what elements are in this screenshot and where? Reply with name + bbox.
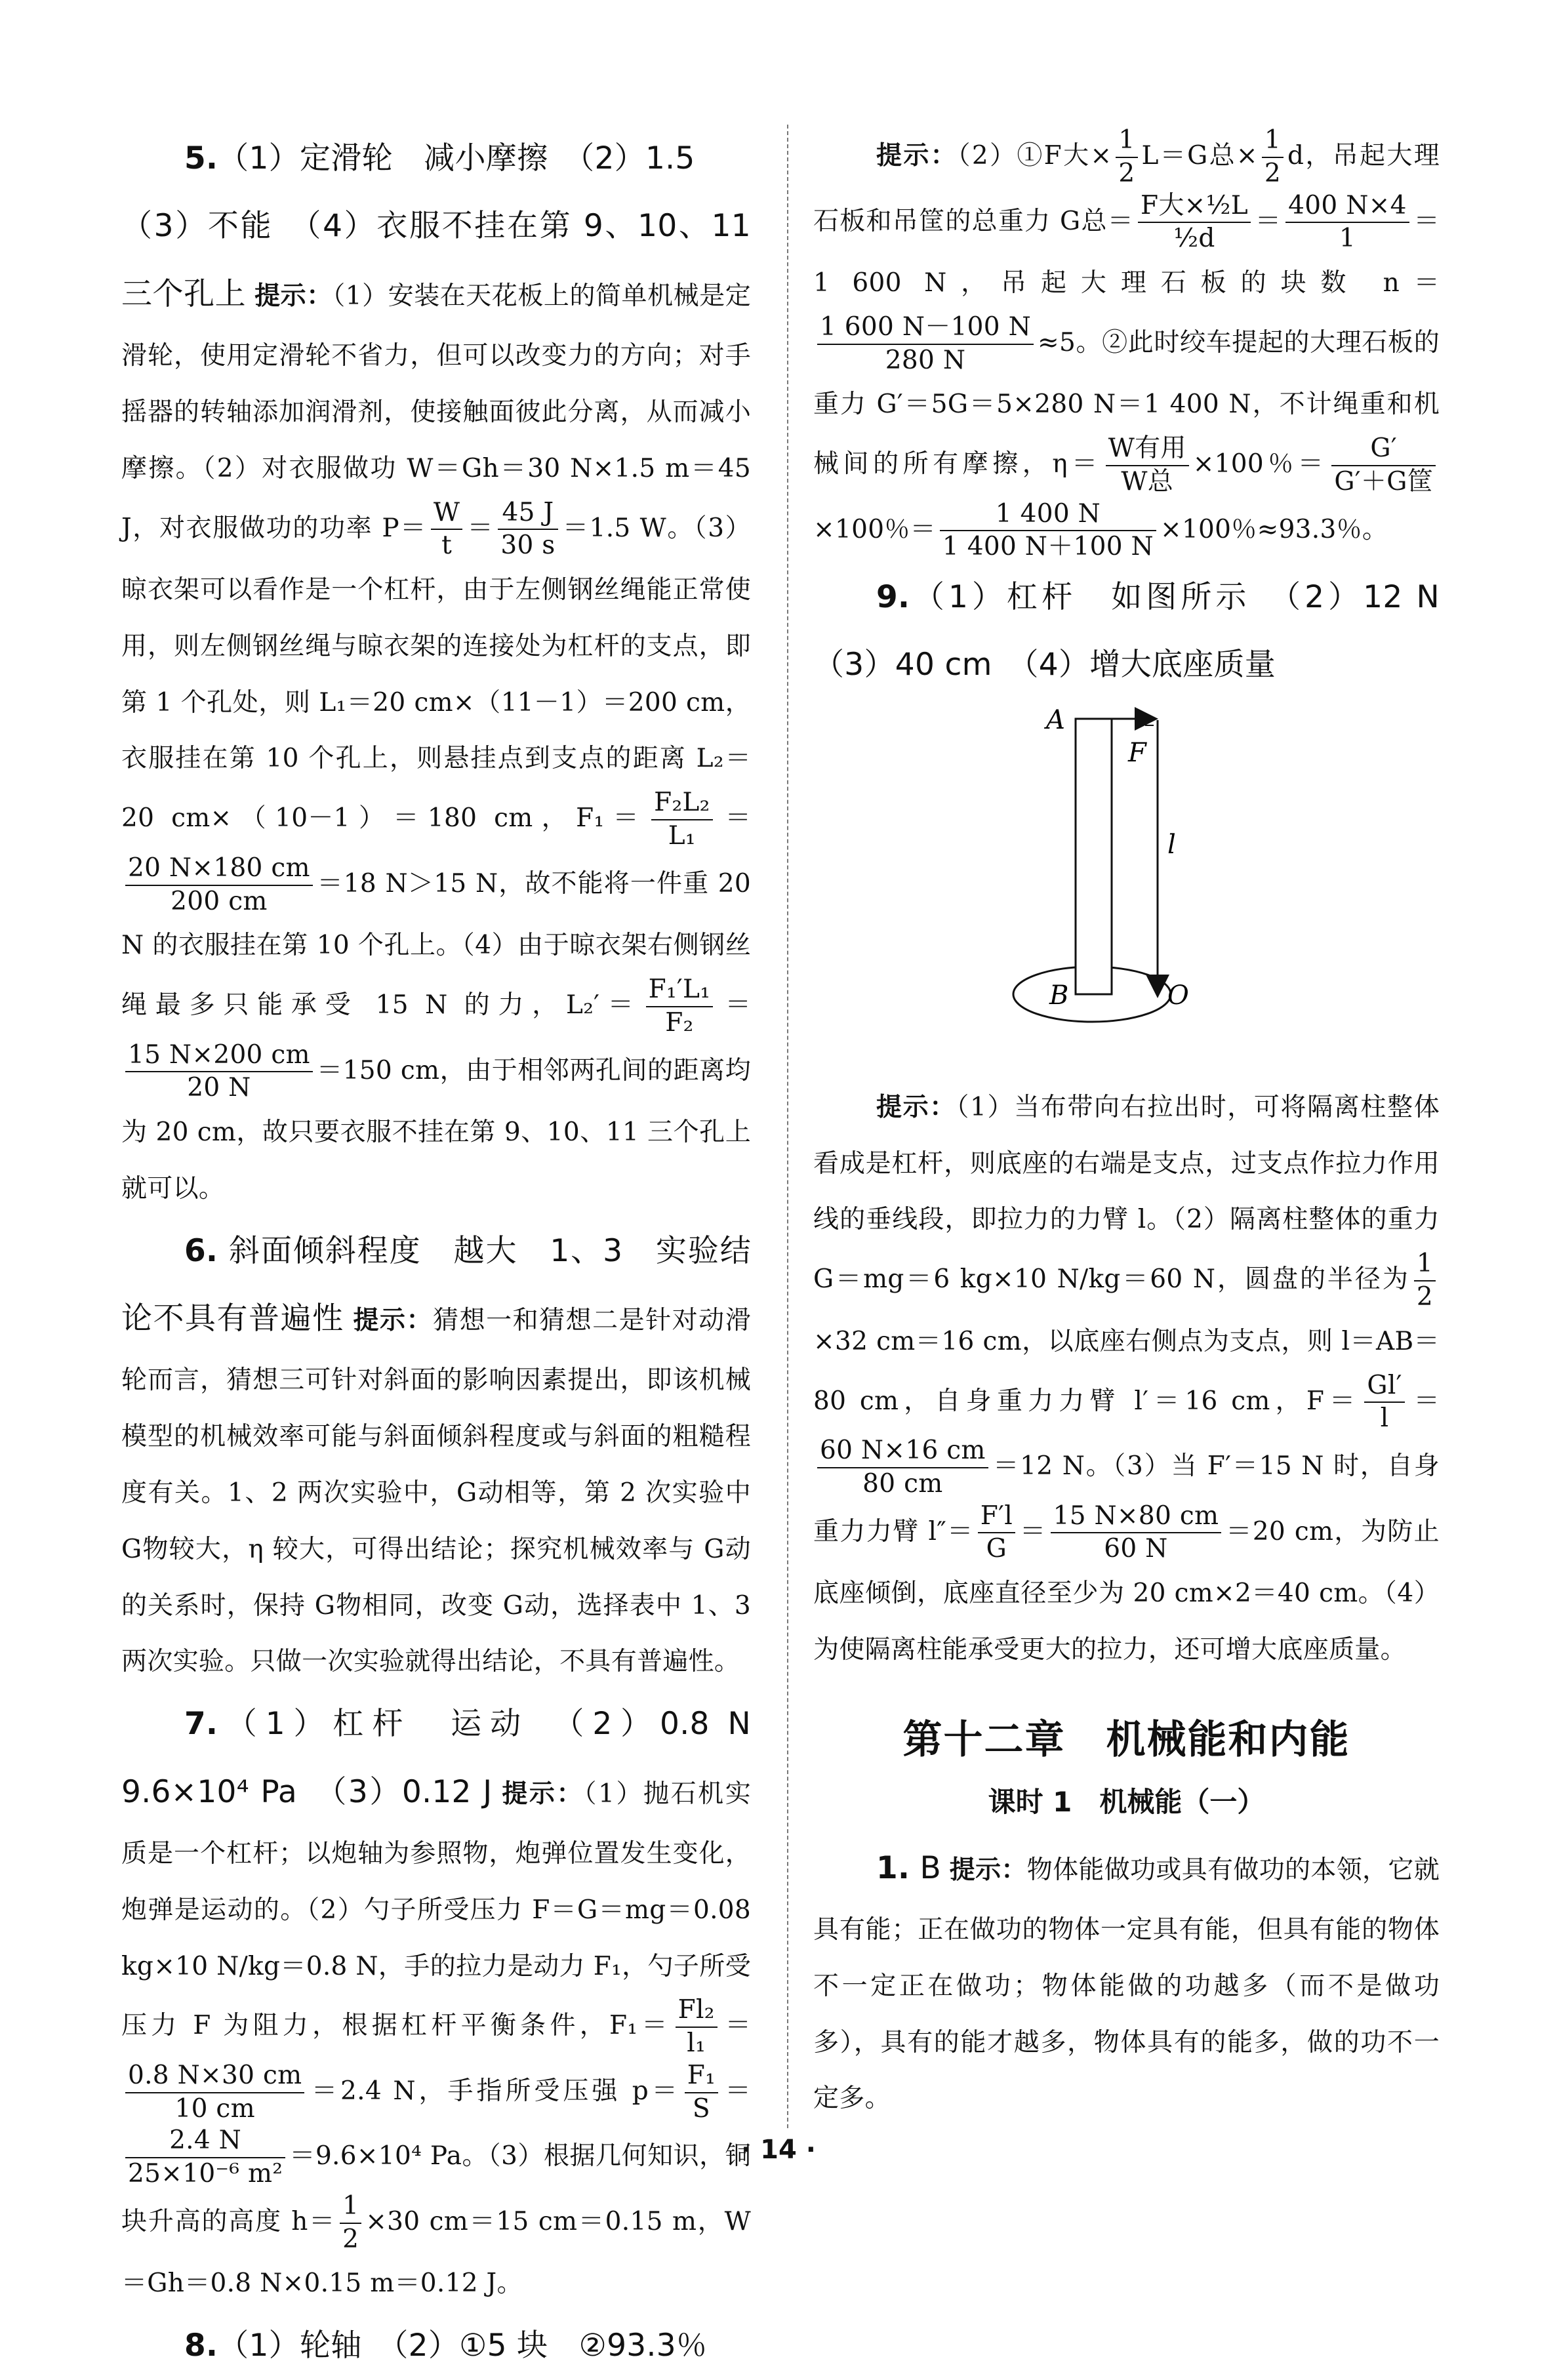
q9-hint-label: 提示： [876,1092,956,1122]
fraction-numerator: 45 J [498,497,557,531]
fraction-denominator: L₁ [668,821,696,851]
q8-text: ＝1 600 N，吊起大理石板的块数 n＝ [813,206,1440,298]
label-B: B [1049,980,1069,1011]
q5-number: 5. [184,140,218,176]
q6-number: 6. [184,1232,218,1269]
fraction-denominator: 1 400 N＋100 N [942,532,1154,562]
fraction-denominator: 30 s [500,531,556,561]
fraction-denominator: 20 N [187,1073,251,1103]
q9-text: ×32 cm＝16 cm，以底座右侧点为支点，则 l＝AB＝80 cm，自身重力力臂 l′＝16 cm，F＝ [813,1326,1440,1416]
q5-hint-label: 提示： [254,281,333,311]
question-8-hint [813,125,1440,563]
q5-answer-line1: （1）定滑轮 减小摩擦 （2）1.5 [218,140,695,176]
fraction-denominator: ½d [1173,224,1215,254]
q8-fraction-3 [1138,190,1251,256]
q8-answer: （1）轮轴 （2）①5 块 ②93.3％ [218,2328,708,2364]
fraction-denominator: 200 cm [171,886,268,916]
fraction-denominator: 2 [1416,1282,1433,1312]
q9-fraction-1 [1414,1248,1436,1314]
fraction-denominator: 280 N [885,345,966,375]
right-column [813,125,1471,2127]
q8-text: ×100％＝ [813,514,936,544]
fraction-denominator: 2 [1118,158,1135,188]
q9-text: （1）当布带向右拉出时，可将隔离柱整体看成是杠杆，则底座的右端是支点，过支点作拉力作用线的垂线段，即拉力的力臂 l。（2）隔离柱整体的重力 G＝mg＝6 kg×10 N/kg＝60 N，圆盘的半径为 [813,1092,1440,1295]
fraction-denominator: l₁ [687,2028,706,2059]
q8-text: ×100％＝ [1192,449,1328,479]
question-9-answer [813,563,1471,699]
q8-fraction-7 [1331,433,1436,498]
q8-fraction-4 [1285,190,1409,256]
fraction-numerator: 1 600 N－100 N [817,312,1034,345]
q8-text: d，吊起大理石板和吊筐的总重力 G总＝ [813,140,1440,236]
q1-number: 1. [876,1849,910,1886]
q1-text: 物体能做功或具有做功的本领，它就具有能；正在做功的物体一定具有能，但具有能的物体不一定正在做功；物体能做的功越多（而不是做功多），具有的能才越多，物体具有的能多，做的功不一定多。 [813,1855,1440,2114]
q9-number: 9. [876,579,910,616]
q5-fraction-3 [651,787,712,853]
q9-fraction-4 [978,1501,1015,1566]
q9-fraction-5 [1051,1501,1222,1566]
label-F: F [1128,737,1146,768]
q7-hint-label: 提示： [502,1779,584,1809]
fraction-denominator: F₂ [665,1007,694,1038]
q9-text: ＝ [1019,1516,1047,1546]
q8-text: ＝ [1254,206,1282,236]
q7-text: ＝9.6×10⁴ Pa。（3）根据几何知识，铜块升高的高度 h＝ [121,2141,751,2236]
fraction-denominator: 10 cm [174,2093,255,2124]
q7-text: ＝ [722,2076,751,2106]
q8-text: （2）①F大× [958,140,1112,171]
q8-number: 8. [184,2328,218,2364]
fraction-numerator: 15 N×80 cm [1051,1501,1222,1534]
fraction-numerator: 1 [1414,1248,1436,1281]
fraction-numerator: G′ [1331,433,1436,466]
q5-text: ＝150 cm，由于相邻两孔间的距离均为 20 cm，故只要衣服不挂在第 9、10、11 三个孔上就可以。 [121,1055,751,1203]
fraction-numerator: 2.4 N [125,2125,285,2158]
chapter-title: 第十二章 机械能和内能 [902,1716,1350,1763]
post-pole [1076,719,1112,994]
q6-answer: 斜面倾斜程度 越大 1、3 实验结论不具有普遍性 [121,1232,751,1337]
q5-fraction-4 [125,853,313,918]
q8-text: L＝G总× [1141,140,1258,171]
q9-fraction-3 [817,1435,988,1501]
fraction-numerator: W [431,497,462,531]
q7-fraction-1 [676,1994,718,2060]
fraction-denominator: l [1380,1403,1389,1434]
label-O: O [1167,980,1189,1011]
q1-answer: B [920,1849,941,1886]
fraction-numerator: Gl′ [1364,1370,1404,1403]
q9-text: ＝20 cm，为防止底座倾倒，底座直径至少为 20 cm×2＝40 cm。（4）为使隔离柱能承受更大的拉力，还可增大底座质量。 [813,1516,1440,1664]
q8-fraction-6 [1106,433,1189,498]
q8-fraction-5 [817,312,1034,377]
fraction-numerator: 15 N×200 cm [125,1039,313,1073]
question-9-hint [813,1079,1440,1678]
q9-text: ＝12 N。（3）当 F′＝15 N 时，自身重力力臂 l″＝ [813,1451,1440,1546]
label-l: l [1167,829,1176,860]
q7-text: ＝ [721,2011,751,2041]
q5-answer-line2: （3）不能 （4）衣服不挂在第 9、10、11 三个孔上 [121,208,751,312]
q5-fraction-1 [431,497,462,563]
q5-text: （1）安装在天花板上的简单机械是定滑轮，使用定滑轮不省力，但可以改变力的方向；对手摇器的转轴添加润滑剂，使接触面彼此分离，从而减小摩擦。（2）对衣服做功 W＝Gh＝30 N×1.5 m＝45 J，对衣服做功的功率 P＝ [121,281,751,543]
q5-text: ＝ [717,990,751,1020]
page-number: · 14 · [741,2135,816,2165]
q8-text: ≈5。②此时绞车提起的大理石板的重力 G′＝5G＝5×280 N＝1 400 N，不计绳重和机械间的所有摩擦，η＝ [813,327,1440,479]
lesson-title: 课时 1 机械能（一） [988,1785,1265,1818]
fraction-numerator: 1 400 N [940,498,1156,532]
fraction-denominator: 25×10⁻⁶ m² [128,2159,283,2189]
fraction-numerator: Fl₂ [676,1994,718,2028]
q6-hint-label: 提示： [353,1306,434,1336]
q8-text: ×100％≈93.3％。 [1160,514,1388,544]
q7-text: ×30 cm＝15 cm＝0.15 m，W＝Gh＝0.8 N×0.15 m＝0.12 J。 [121,2206,751,2299]
q7-fraction-5 [340,2190,361,2256]
question-1 [813,1834,1440,2128]
question-8-answer [121,2312,751,2379]
fraction-denominator: 60 N [1104,1534,1168,1564]
q5-fraction-5 [646,974,714,1039]
question-5 [121,125,751,1217]
q7-answer: （1）杠杆 运动 （2）0.8 N 9.6×10⁴ Pa （3）0.12 J [121,1706,782,1810]
fraction-denominator: 80 cm [862,1468,943,1499]
question-6 [121,1217,751,1691]
q9-figure [813,706,1440,1073]
fraction-denominator: S [692,2093,710,2124]
isolation-post-diagram [813,706,1440,1073]
q7-text: （1）抛石机实质是一个杠杆；以炮轴为参照物，炮弹位置发生变化，炮弹是运动的。（2）勺子所受压力 F＝G＝mg＝0.08 kg×10 N/kg＝0.8 N，手的拉力是动力 F₁，勺子所受压力 F 为阻力，根据杠杆平衡条件，F₁＝ [121,1779,751,2041]
fraction-numerator: F₁′L₁ [646,974,714,1007]
fraction-numerator: 1 [340,2190,361,2224]
q9-answer: （1）杠杆 如图所示 （2）12 N （3）40 cm （4）增大底座质量 [813,579,1471,683]
fraction-denominator: G [986,1534,1007,1564]
q5-fraction-2 [498,497,557,563]
fraction-denominator: G′＋G筐 [1334,466,1433,496]
q5-fraction-6 [125,1039,313,1105]
fraction-numerator: 20 N×180 cm [125,853,313,886]
q8-hint-label: 提示： [876,140,958,171]
q8-fraction-1 [1116,125,1137,190]
q7-text: ＝2.4 N，手指所受压强 p＝ [308,2076,681,2106]
q9-text: ＝ [1408,1386,1440,1416]
fraction-numerator: F₂L₂ [651,787,712,820]
q8-fraction-2 [1262,125,1284,190]
fraction-numerator: F大×½L [1138,190,1251,224]
q7-fraction-3 [685,2060,718,2126]
fraction-numerator: 0.8 N×30 cm [125,2060,304,2093]
fraction-numerator: 1 [1262,125,1284,158]
q5-text: ＝18 N＞15 N，故不能将一件重 20 N 的衣服挂在第 10 个孔上。（4）由于晾衣架右侧钢丝绳最多只能承受 15 N 的力，L₂′＝ [121,868,751,1020]
fraction-numerator: F₁ [685,2060,718,2093]
fraction-numerator: 400 N×4 [1285,190,1409,224]
column-divider [787,125,788,2128]
fraction-numerator: F′l [978,1501,1015,1534]
fraction-denominator: 2 [1264,158,1282,188]
q8-fraction-8 [940,498,1156,564]
q6-text: 猜想一和猜想二是针对动滑轮而言，猜想三可针对斜面的影响因素提出，即该机械模型的机械效率可能与斜面倾斜程度或与斜面的粗糙程度有关。1、2 两次实验中，G动相等，第 2 次实验中 G物较大，η 较大，可得出结论；探究机械效率与 G动的关系时，保持 G物相同，改变 G动，选择表中 1、3 两次实验。只做一次实验就得出结论，不具有普遍性。 [121,1306,751,1677]
q7-number: 7. [184,1706,218,1743]
q1-hint-label: 提示： [949,1855,1027,1885]
q5-text: ＝1.5 W。（3）晾衣架可以看作是一个杠杆，由于左侧钢丝绳能正常使用，则左侧钢丝绳与晾衣架的连接处为杠杆的支点，即第 1 个孔处，则 L₁＝20 cm×（11－1）＝200 cm，衣服挂在第 10 个孔上，则悬挂点到支点的距离 L₂＝20 cm×（10－1）＝180 cm，F₁＝ [121,513,751,833]
fraction-denominator: t [441,531,453,561]
fraction-denominator: W总 [1121,466,1174,496]
fraction-numerator: W有用 [1106,433,1189,466]
fraction-numerator: 1 [1116,125,1137,158]
q5-text: ＝ [716,803,752,833]
fraction-denominator: 2 [342,2224,359,2254]
fraction-numerator: 60 N×16 cm [817,1435,988,1468]
q7-fraction-2 [125,2060,304,2126]
fraction-denominator: 1 [1339,224,1356,254]
label-A: A [1046,704,1065,735]
q9-fraction-2 [1364,1370,1404,1436]
q5-text: ＝ [466,513,495,543]
